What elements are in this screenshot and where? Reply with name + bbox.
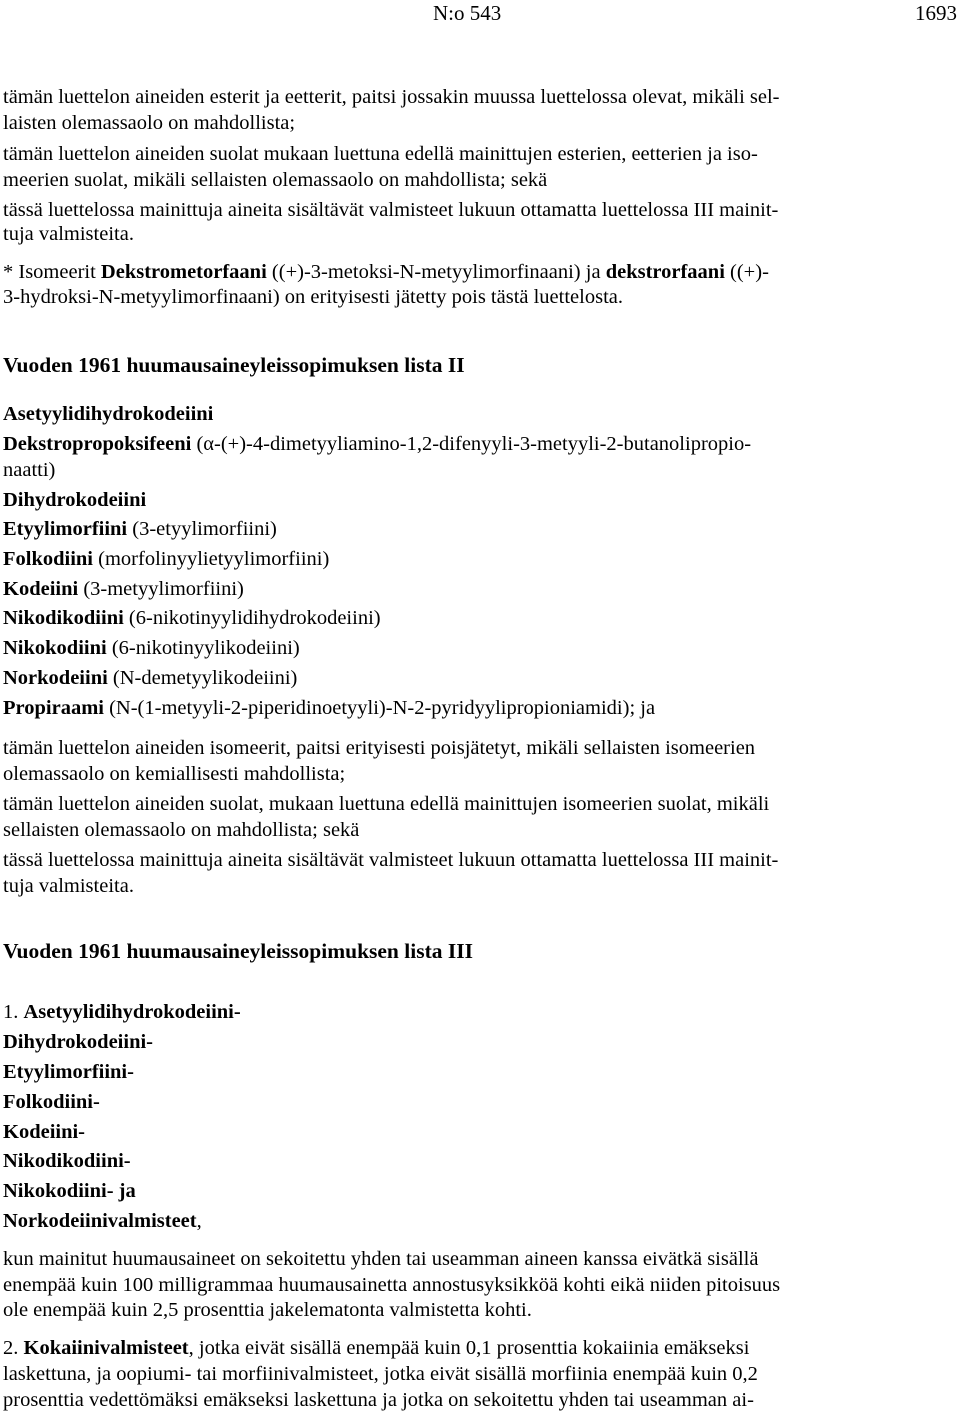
text-run: (N-demetyylikodeiini) [107, 667, 298, 689]
text-run: tämän luettelon aineiden isomeerit, paitsi erityisesti poisjätetyt, mikäli sellaisten isomeerien [3, 737, 756, 759]
text-run: (3-etyylimorfiini) [127, 518, 277, 540]
text-line [3, 999, 241, 1025]
text-run: 1. [3, 1001, 24, 1023]
bold-term: Kodeiini [3, 578, 79, 600]
text-line [3, 695, 655, 721]
text-run: laisten olemassaolo on mahdollista; [3, 112, 296, 134]
text-run: (morfolinyylietyylimorfiini) [93, 548, 330, 570]
bold-term: Norkodeiinivalmisteet [3, 1210, 197, 1232]
text-line [3, 791, 769, 817]
page-number: 1693 [915, 1, 957, 25]
text-line [3, 457, 55, 483]
text-line [3, 516, 277, 542]
bold-term: Dihydrokodeiini [3, 489, 147, 511]
text-line [3, 873, 134, 899]
text-run: olemassaolo on kemiallisesti mahdollista; [3, 763, 346, 785]
text-run: tässä luettelossa mainittuja aineita sisältävät valmisteet lukuun ottamatta luettelossa III mainit- [3, 199, 779, 221]
text-line [3, 1272, 780, 1298]
text-run: kun mainitut huumausaineet on sekoitettu yhden tai useamman aineen kanssa eivätkä sisällä [3, 1248, 759, 1270]
text-line [3, 635, 300, 661]
bold-term: Propiraami [3, 697, 104, 719]
text-line [3, 401, 213, 427]
text-line [3, 431, 751, 457]
text-run: enempää kuin 100 milligrammaa huumausainetta annostusyksikköä kohti eikä niiden pitoisuus [3, 1274, 781, 1296]
bold-term: Nikokodiini [3, 637, 107, 659]
bold-term: Dihydrokodeiini- [3, 1031, 153, 1053]
bold-term: Folkodiini [3, 548, 94, 570]
bold-term: Norkodeiini [3, 667, 108, 689]
bold-term: Asetyylidihydrokodeiini- [23, 1001, 241, 1023]
text-run: tämän luettelon aineiden suolat, mukaan luettuna edellä mainittujen isomeerien suolat, mikäli [3, 793, 770, 815]
text-run: naatti) [3, 459, 56, 481]
bold-term: Nikodikodiini [3, 607, 124, 629]
text-line [3, 1208, 202, 1234]
text-run: (6-nikotinyylidihydrokodeiini) [123, 607, 381, 629]
text-run: prosenttia vedettömäksi emäkseksi laskettuna ja jotka on sekoitettu yhden tai useamman ai- [3, 1389, 754, 1411]
text-line [3, 110, 295, 136]
text-run: tuja valmisteita. [3, 223, 134, 245]
text-run: 2. [3, 1337, 24, 1359]
text-line [3, 197, 778, 223]
text-line [3, 141, 758, 167]
text-run: (N-(1-metyyli-2-piperidinoetyyli)-N-2-pyridyylipropioniamidi); ja [103, 697, 656, 719]
text-line [3, 1059, 134, 1085]
text-line [3, 259, 769, 285]
bold-term: Folkodiini- [3, 1091, 100, 1113]
text-line [3, 1029, 153, 1055]
section-heading [3, 352, 465, 378]
text-run: * Isomeerit [3, 261, 101, 283]
text-run: 3-hydroksi-N-metyylimorfinaani) on erityisesti jätetty pois tästä luettelosta. [3, 286, 623, 308]
text-line [3, 665, 297, 691]
text-line [3, 284, 623, 310]
bold-term: Vuoden 1961 huumausaineyleissopimuksen lista II [3, 353, 465, 377]
text-line [3, 1089, 100, 1115]
text-run: tämän luettelon aineiden suolat mukaan luettuna edellä mainittujen esterien, eetterien ja iso- [3, 143, 758, 165]
text-line [3, 1297, 532, 1323]
page-header-left: N:o 543 [433, 1, 502, 25]
bold-term: Asetyylidihydrokodeiini [3, 403, 214, 425]
text-line [3, 1335, 749, 1361]
text-run: meerien suolat, mikäli sellaisten olemassaolo on mahdollista; sekä [3, 169, 548, 191]
text-run: ((+)-3-metoksi-N-metyylimorfinaani) ja [266, 261, 606, 283]
text-line [3, 1246, 758, 1272]
text-run: sellaisten olemassaolo on mahdollista; sekä [3, 819, 360, 841]
bold-term: Etyylimorfiini [3, 518, 128, 540]
text-run: , [196, 1210, 202, 1232]
bold-term: Etyylimorfiini- [3, 1061, 134, 1083]
text-line [3, 735, 755, 761]
text-line [3, 1387, 754, 1413]
text-line [3, 847, 778, 873]
bold-term: Kokaiinivalmisteet [23, 1337, 189, 1359]
bold-term: Vuoden 1961 huumausaineyleissopimuksen lista III [3, 939, 473, 963]
text-line [3, 605, 381, 631]
text-line [3, 84, 780, 110]
section-heading [3, 938, 473, 964]
text-line [3, 817, 359, 843]
text-line [3, 1361, 758, 1387]
text-line [3, 761, 345, 787]
text-line [3, 1148, 131, 1174]
bold-term: Nikokodiini- ja [3, 1180, 136, 1202]
text-run: (3-metyylimorfiini) [78, 578, 244, 600]
text-line [3, 221, 134, 247]
text-run: (6-nikotinyylikodeiini) [106, 637, 300, 659]
text-run: tämän luettelon aineiden esterit ja eetterit, paitsi jossakin muussa luettelossa olevat, mikäli sel- [3, 86, 780, 108]
text-run: tuja valmisteita. [3, 875, 134, 897]
text-line [3, 487, 146, 513]
text-line [3, 546, 329, 572]
text-line [3, 576, 244, 602]
bold-term: Nikodikodiini- [3, 1150, 131, 1172]
text-run: ((+)- [724, 261, 769, 283]
bold-term: Dekstrometorfaani [100, 261, 267, 283]
text-run: , jotka eivät sisällä enempää kuin 0,1 prosenttia kokaiinia emäkseksi [188, 1337, 750, 1359]
text-line [3, 167, 547, 193]
bold-term: dekstrorfaani [605, 261, 725, 283]
text-line [3, 1178, 136, 1204]
text-run: ole enempää kuin 2,5 prosenttia jakelematonta valmistetta kohti. [3, 1299, 532, 1321]
text-line [3, 1119, 85, 1145]
text-run: tässä luettelossa mainittuja aineita sisältävät valmisteet lukuun ottamatta luettelossa III mainit- [3, 849, 779, 871]
text-run: (α-(+)-4-dimetyyliamino-1,2-difenyyli-3-metyyli-2-butanolipropio- [191, 433, 752, 455]
bold-term: Kodeiini- [3, 1121, 86, 1143]
bold-term: Dekstropropoksifeeni [3, 433, 192, 455]
text-run: laskettuna, ja oopiumi- tai morfiinivalmisteet, jotka eivät sisällä morfiinia enempää kuin 0,2 [3, 1363, 758, 1385]
